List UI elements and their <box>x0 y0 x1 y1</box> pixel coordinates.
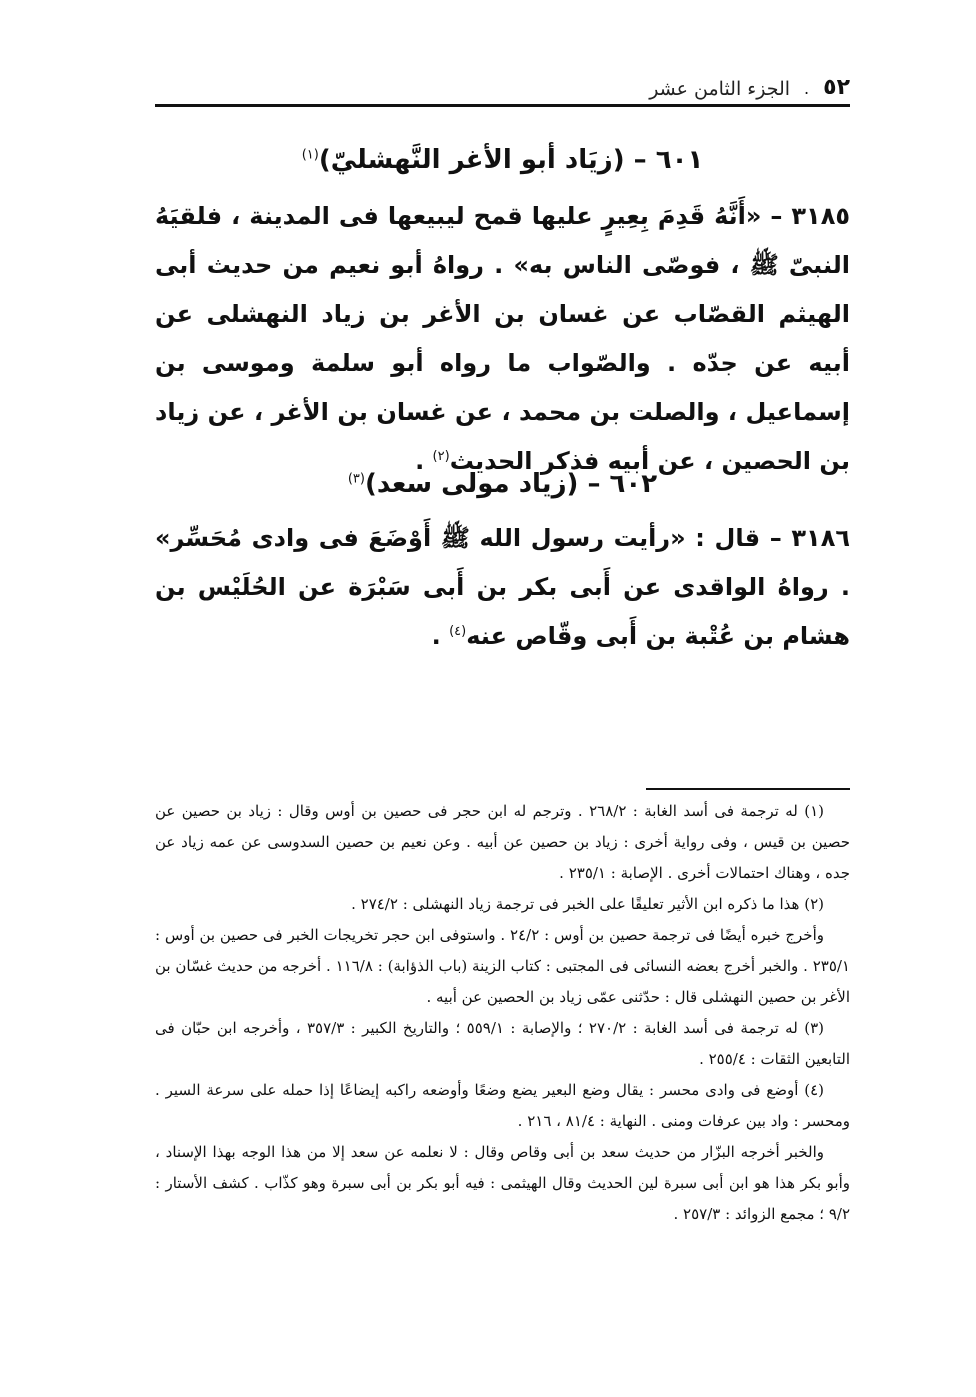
footnote-1: (١) له ترجمة فى أسد الغابة : ٢٦٨/٢ . وترجم له ابن حجر فى حصين بن أوس وقال : زياد بن حصين عن حصين بن قيس ، وفى رواية أخرى : زياد بن حصين عن أبيه . وعن نعيم بن حصين السدوسى عن عمه زياد عن جده ، وهناك احتمالات أخرى . الإصابة : ٢٣٥/١ . <box>155 802 850 882</box>
entry-601 <box>155 140 850 180</box>
footnote-ref: (١) <box>301 147 319 163</box>
header-rule <box>155 104 850 107</box>
footnote-separator <box>646 788 850 790</box>
footnote-4-continued: والخبر أخرجه البزّار من حديث سعد بن أبى وقاص وقال : لا نعلمه عن سعد إلا من هذا الوجه بهذا الإسناد ، وأبو بكر هذا هو ابن أبى سبرة لين الحديث وقال الهيثمى : فيه أبو بكر بن أبى سبرة وهو كذّاب . كشف الأستار : ٩/٢ ؛ مجمع الزوائد : ٢٥٧/٣ . <box>155 1143 850 1223</box>
page-header <box>155 62 850 102</box>
header-separator: . <box>804 79 810 98</box>
footnote-ref: (٢) <box>432 449 450 464</box>
footnote-ref: (٤) <box>449 624 467 639</box>
entry-heading-text: ٦٠٢ – (زياد مولى سعد) <box>364 469 658 499</box>
hadith-end: . <box>431 622 450 650</box>
hadith-text: ٣١٨٦ – قال : «رأيت رسول الله ﷺ أَوْضَعَ فى وادى مُحَسِّر» . رواهُ الواقدى عن أَبى بكر بن أَبى سَبْرَة عن الحُلَيْس بن هشام بن عُتْبة بن أَبى وقّاص عنه <box>155 524 850 650</box>
entry-heading-text: ٦٠١ – (زيَاد أبو الأغر النَّهشليّ) <box>318 145 704 175</box>
hadith-3186 <box>155 514 850 661</box>
hadith-text: ٣١٨٥ – «أَنَّهُ قَدِمَ بِعِيرٍ عليها قمح ليبيعها فى المدينة ، فلقيَهُ النبىّ ﷺ ، فوصّى الناس به» . رواهُ أبو نعيم من حديث أبى الهيثم القصّاب عن غسان بن الأغر بن زياد النهشلى عن أبيه عن جدّه . والصّواب ما رواه أبو سلمة وموسى بن إسماعيل ، والصلت بن محمد ، عن غسان بن الأغر ، عن زياد بن الحصين ، عن أبيه فذكر الحديث <box>155 202 850 475</box>
hadith-end: . <box>415 447 433 475</box>
footnotes <box>155 796 850 1230</box>
hadith-3185 <box>155 192 850 486</box>
footnote-2-continued: وأخرج خبره أيضًا فى ترجمة حصين بن أوس : ٢٤/٢ . واستوفى ابن حجر تخريجات الخبر فى حصين بن أوس : ٢٣٥/١ . والخبر أخرج بعضه النسائى فى المجتبى : كتاب الزينة (باب الذؤابة) : ١١٦/٨ . أخرجه من حديث غسّان بن الأغر بن حصين النهشلى قال : حدّثنى عمّى زياد بن الحصين عن أبيه . <box>155 926 850 1006</box>
running-title: الجزء الثامن عشر <box>649 78 791 100</box>
entry-602 <box>155 464 850 504</box>
footnote-2: (٢) هذا ما ذكره ابن الأثير تعليقًا على الخبر فى ترجمة زياد النهشلى : ٢٧٤/٢ . <box>351 895 824 913</box>
hadith-paragraph <box>155 192 850 486</box>
footnote-4: (٤) أوضع فى وادى محسر : يقال وضع البعير يضع وضعًا وأوضعه راكبه إيضاعًا إذا حمله على سرعة السير . ومحسر : واد بين عرفات ومنى . النهاية : ٨١/٤ ، ٢١٦ . <box>155 1081 850 1130</box>
hadith-paragraph <box>155 514 850 661</box>
entry-heading <box>155 140 850 180</box>
footnote-3: (٣) له ترجمة فى أسد الغابة : ٢٧٠/٢ ؛ والإصابة : ٥٥٩/١ ؛ والتاريخ الكبير : ٣٥٧/٣ ، وأخرجه ابن حبّان فى التابعين الثقات : ٢٥٥/٤ . <box>155 1019 850 1068</box>
page-number: ٥٢ <box>823 75 850 100</box>
footnote-ref: (٣) <box>347 471 365 487</box>
entry-heading <box>155 464 850 504</box>
